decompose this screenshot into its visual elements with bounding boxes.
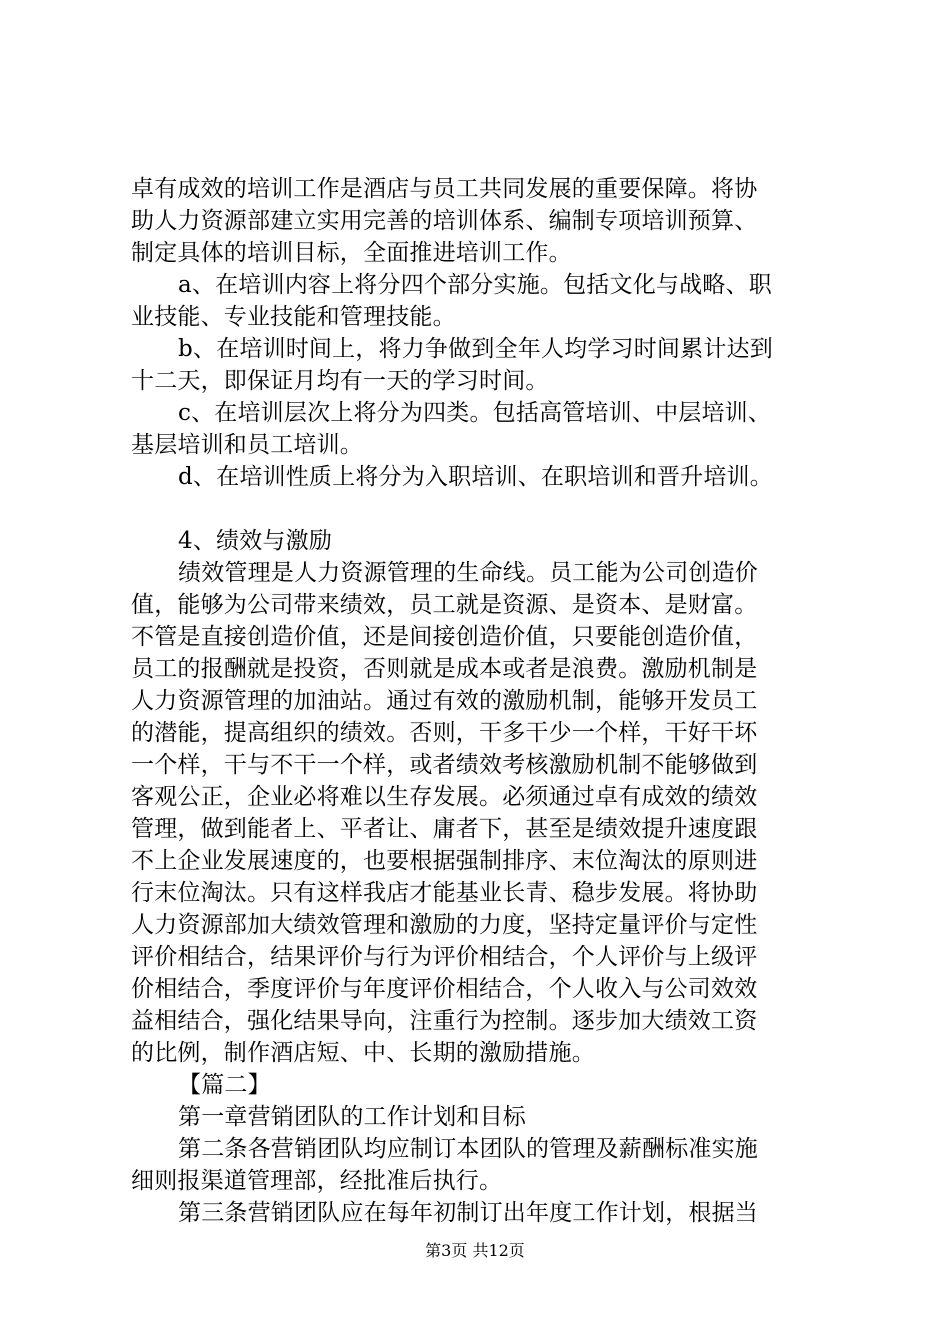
text-line: 助人力资源部建立实用完善的培训体系、编制专项培训预算、 — [131, 208, 758, 234]
text-line: 基层培训和员工培训。 — [131, 432, 363, 458]
text-line: 制定具体的培训目标，全面推进培训工作。 — [131, 240, 572, 266]
text-line: 的比例，制作酒店短、中、长期的激励措施。 — [131, 1040, 595, 1066]
section-heading: 4、绩效与激励 — [178, 528, 333, 554]
text-line: 管理，做到能者上、平者让、庸者下，甚至是绩效提升速度跟 — [131, 816, 758, 842]
text-line: 的潜能，提高组织的绩效。否则，干多干少一个样，干好干坏 — [131, 720, 758, 746]
text-line: 价相结合，季度评价与年度评价相结合，个人收入与公司效效 — [131, 976, 758, 1002]
text-line: 评价相结合，结果评价与行为评价相结合，个人评价与上级评 — [131, 944, 758, 970]
text-line: 益相结合，强化结果导向，注重行为控制。逐步加大绩效工资 — [131, 1008, 758, 1034]
text-line: 第三条营销团队应在每年初制订出年度工作计划，根据当 — [178, 1200, 758, 1226]
page-number-footer: 第3页 共12页 — [425, 1241, 525, 1260]
chapter-heading: 第一章营销团队的工作计划和目标 — [178, 1104, 526, 1130]
text-line: 值，能够为公司带来绩效，员工就是资源、是资本、是财富。 — [131, 592, 758, 618]
text-line: 人力资源部加大绩效管理和激励的力度，坚持定量评价与定性 — [131, 912, 758, 938]
text-line: 行末位淘汰。只有这样我店才能基业长青、稳步发展。将协助 — [131, 880, 758, 906]
text-line: b、在培训时间上，将力争做到全年人均学习时间累计达到 — [178, 336, 773, 362]
text-line: 细则报渠道管理部，经批准后执行。 — [131, 1168, 503, 1194]
part-heading: 【篇二】 — [178, 1072, 271, 1098]
text-line: d、在培训性质上将分为入职培训、在职培训和晋升培训。 — [178, 464, 773, 490]
text-line: c、在培训层次上将分为四类。包括高管培训、中层培训、 — [178, 400, 772, 426]
text-line: 员工的报酬就是投资，否则就是成本或者是浪费。激励机制是 — [131, 656, 758, 682]
text-line: 人力资源管理的加油站。通过有效的激励机制，能够开发员工 — [131, 688, 758, 714]
text-line: 卓有成效的培训工作是酒店与员工共同发展的重要保障。将协 — [131, 176, 758, 202]
text-line: 十二天，即保证月均有一天的学习时间。 — [131, 368, 549, 394]
text-line: a、在培训内容上将分四个部分实施。包括文化与战略、职 — [178, 272, 772, 298]
text-line: 不上企业发展速度的，也要根据强制排序、末位淘汰的原则进 — [131, 848, 758, 874]
text-line: 客观公正，企业必将难以生存发展。必须通过卓有成效的绩效 — [131, 784, 758, 810]
text-line: 一个样，干与不干一个样，或者绩效考核激励机制不能够做到 — [131, 752, 758, 778]
text-line: 绩效管理是人力资源管理的生命线。员工能为公司创造价 — [178, 560, 758, 586]
text-line: 不管是直接创造价值，还是间接创造价值，只要能创造价值， — [131, 624, 758, 650]
text-line: 第二条各营销团队均应制订本团队的管理及薪酬标准实施 — [178, 1136, 758, 1162]
text-line: 业技能、专业技能和管理技能。 — [131, 304, 456, 330]
